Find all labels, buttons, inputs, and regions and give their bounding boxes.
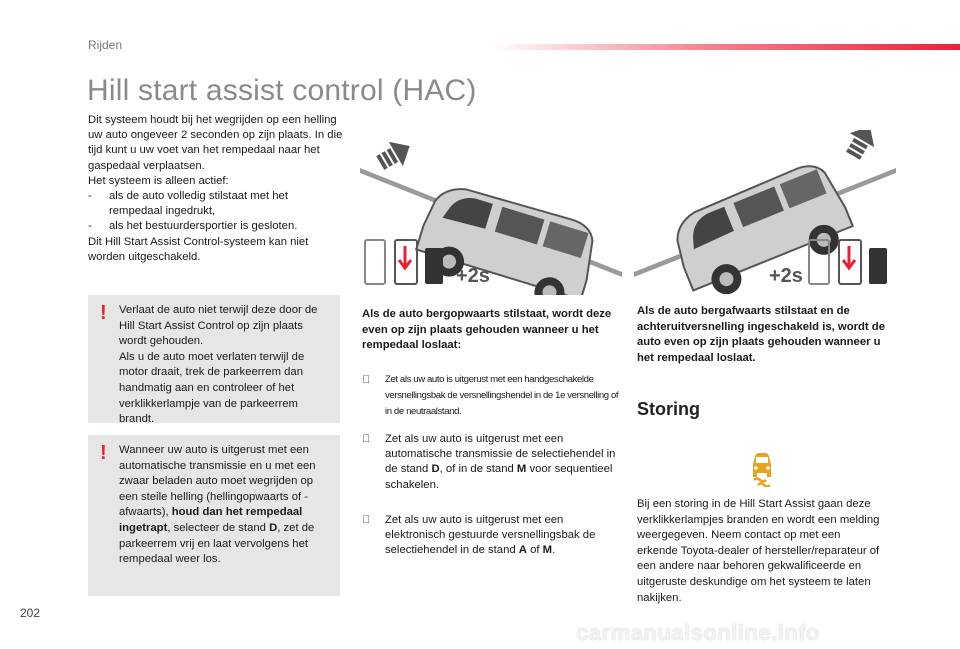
- warning-icon: !: [100, 302, 107, 324]
- intro-active-when: Het systeem is alleen actief:: [88, 174, 229, 187]
- fault-text: Bij een storing in de Hill Start Assist gaan deze verklikkerlampjes branden en wordt een melding weergegeven. Neem contact op met een erkende Toyota-dealer of hersteller/reparateur of een andere naar behoren gekwalificeerde en uitgeruste deskundige om het systeem te laten nakijken.: [637, 498, 880, 604]
- bullet-icon: [362, 432, 370, 447]
- caption-uphill: Als de auto bergopwaarts stilstaat, wordt deze even op zijn plaats gehouden wanneer u het rempedaal loslaat:: [362, 308, 612, 351]
- intro-list-item: - als het bestuurdersportier is gesloten.: [88, 220, 298, 233]
- warning-icon: !: [100, 442, 107, 464]
- intro-paragraph: Dit systeem houdt bij het wegrijden op een helling uw auto ongeveer 2 seconden op zijn plaats. In die tijd kunt u uw voet van het rempedaal naar het gaspedaal verplaatsen.: [88, 114, 343, 172]
- page-number: 202: [20, 606, 41, 620]
- warning-box-1: [88, 295, 340, 426]
- bullet-icon: [362, 513, 370, 528]
- bullet-manual: Zet als uw auto is uitgerust met een handgeschakelde versnellingsbak de versnellingshendel in de 1e versnelling of in de neutraalstand.: [362, 372, 624, 420]
- section-tag: Rijden: [88, 38, 123, 52]
- bullet-automatic: Zet als uw auto is uitgerust met een automatische transmissie de selectiehendel in de stand D, of in de stand M voor sequentieel schakelen.: [362, 432, 624, 493]
- downhill-illustration: [634, 130, 896, 295]
- warning-text: Verlaat de auto niet terwijl deze door de Hill Start Assist Control op zijn plaats wordt gehouden.: [119, 304, 318, 348]
- fault-heading: Storing: [637, 399, 700, 419]
- up-arrow-icon: [373, 134, 416, 175]
- caption-downhill: Als de auto bergafwaarts stilstaat en de achteruitversnelling ingeschakeld is, wordt de auto even op zijn plaats gehouden wanneer u het rempedaal loslaat.: [637, 305, 885, 364]
- intro-list-item: - als de auto volledig stilstaat met het rempedaal ingedrukt,: [88, 190, 288, 218]
- page-title: Hill start assist control (HAC): [87, 74, 477, 107]
- van-icon: [666, 157, 860, 295]
- uphill-illustration: [360, 130, 622, 295]
- timer-badge: +2s: [769, 265, 803, 287]
- intro-note: Dit Hill Start Assist Control-systeem kan niet worden uitgeschakeld.: [88, 235, 309, 263]
- watermark: carmanualsonline.info: [576, 620, 820, 645]
- warning-text: Wanneer uw auto is uitgerust met een automatische transmissie en u met een zwaar beladen auto moet wegrijden op een steile helling (hellingopwaarts of -afwaarts), houd dan het rempedaal ingetrapt, selecteer de stand D, zet de parkeerrem vrij en laat vervolgens het rempedaal weer los.: [119, 444, 316, 566]
- bullet-electronic: Zet als uw auto is uitgerust met een elektronisch gestuurde versnellingsbak de selectiehendel in de stand A of M.: [362, 513, 624, 559]
- intro-text: [88, 113, 343, 265]
- up-arrow-icon: [841, 130, 882, 163]
- header-rule: [490, 44, 960, 50]
- warning-text: Als u de auto moet verlaten terwijl de motor draait, trek de parkeerrem dan handmatig aan en controleer of het verklikkerlampje van de parkeerrem brandt.: [119, 350, 305, 426]
- bullet-icon: [362, 372, 370, 388]
- timer-badge: +2s: [456, 265, 490, 287]
- skid-warning-icon: [744, 449, 780, 487]
- warning-box-2: [88, 435, 340, 596]
